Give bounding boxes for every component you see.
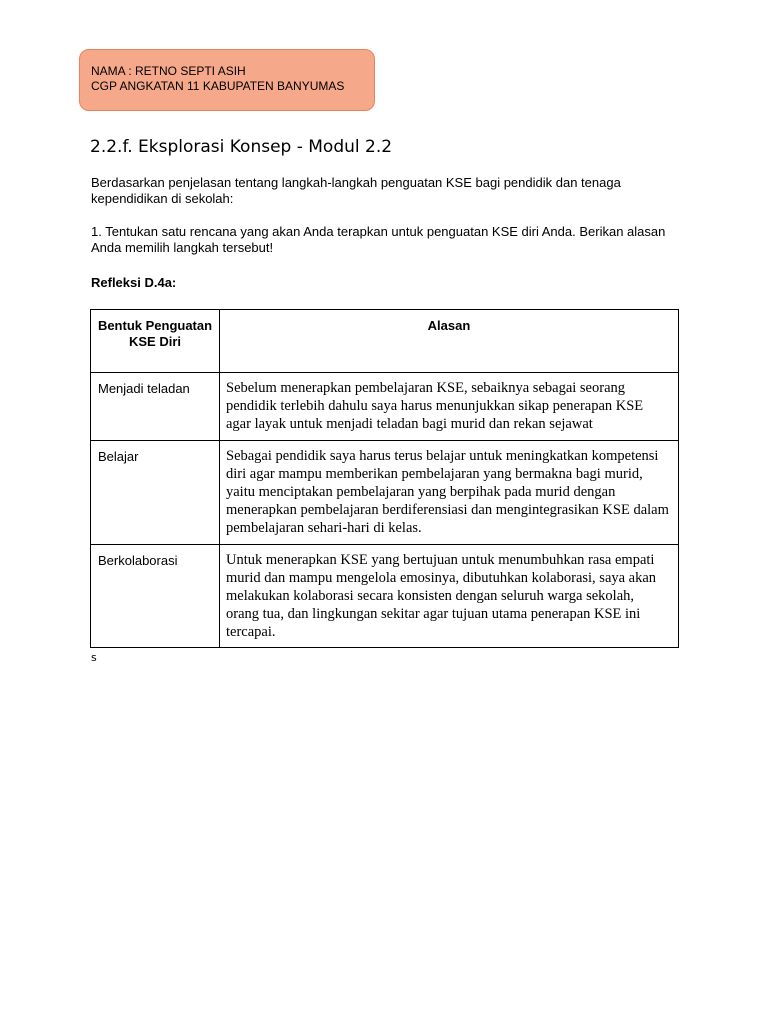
trailing-character: s <box>91 651 97 664</box>
header-alasan: Alasan <box>220 310 679 373</box>
question-paragraph: 1. Tentukan satu rencana yang akan Anda terapkan untuk penguatan KSE diri Anda. Berikan alasan Anda memilih langkah tersebut! <box>91 224 666 255</box>
kse-table <box>90 309 679 648</box>
cell-bentuk: Menjadi teladan <box>91 373 220 441</box>
header-bentuk: Bentuk Penguatan KSE Diri <box>91 310 220 373</box>
table-row <box>91 373 679 441</box>
table-row <box>91 441 679 545</box>
participant-name: NAMA : RETNO SEPTI ASIH <box>91 64 246 78</box>
cell-alasan: Sebelum menerapkan pembelajaran KSE, sebaiknya sebagai seorang pendidik terlebih dahulu saya harus menunjukkan sikap penerapan KSE agar layak untuk menjadi teladan bagi murid dan rekan sejawat <box>220 373 679 441</box>
table-row <box>91 545 679 648</box>
participant-cohort: CGP ANGKATAN 11 KABUPATEN BANYUMAS <box>91 79 345 93</box>
table-header-row <box>91 310 679 373</box>
cell-bentuk: Belajar <box>91 441 220 545</box>
cell-bentuk: Berkolaborasi <box>91 545 220 648</box>
page-title: 2.2.f. Eksplorasi Konsep - Modul 2.2 <box>90 137 393 157</box>
intro-paragraph: Berdasarkan penjelasan tentang langkah-langkah penguatan KSE bagi pendidik dan tenaga kependidikan di sekolah: <box>91 175 621 206</box>
identity-box <box>79 49 375 111</box>
cell-alasan: Untuk menerapkan KSE yang bertujuan untuk menumbuhkan rasa empati murid dan mampu mengelola emosinya, dibutuhkan kolaborasi, saya akan melakukan kolaborasi secara konsisten dengan seluruh warga sekolah, orang tua, dan lingkungan sekitar agar tujuan utama penerapan KSE ini tercapai. <box>220 545 679 648</box>
refleksi-label: Refleksi D.4a: <box>91 275 177 290</box>
cell-alasan: Sebagai pendidik saya harus terus belajar untuk meningkatkan kompetensi diri agar mampu memberikan pembelajaran yang bermakna bagi murid, yaitu menciptakan pembelajaran yang berpihak pada murid dengan menerapkan pembelajaran berdiferensiasi dan mengintegrasikan KSE dalam pembelajaran sehari-hari di kelas. <box>220 441 679 545</box>
